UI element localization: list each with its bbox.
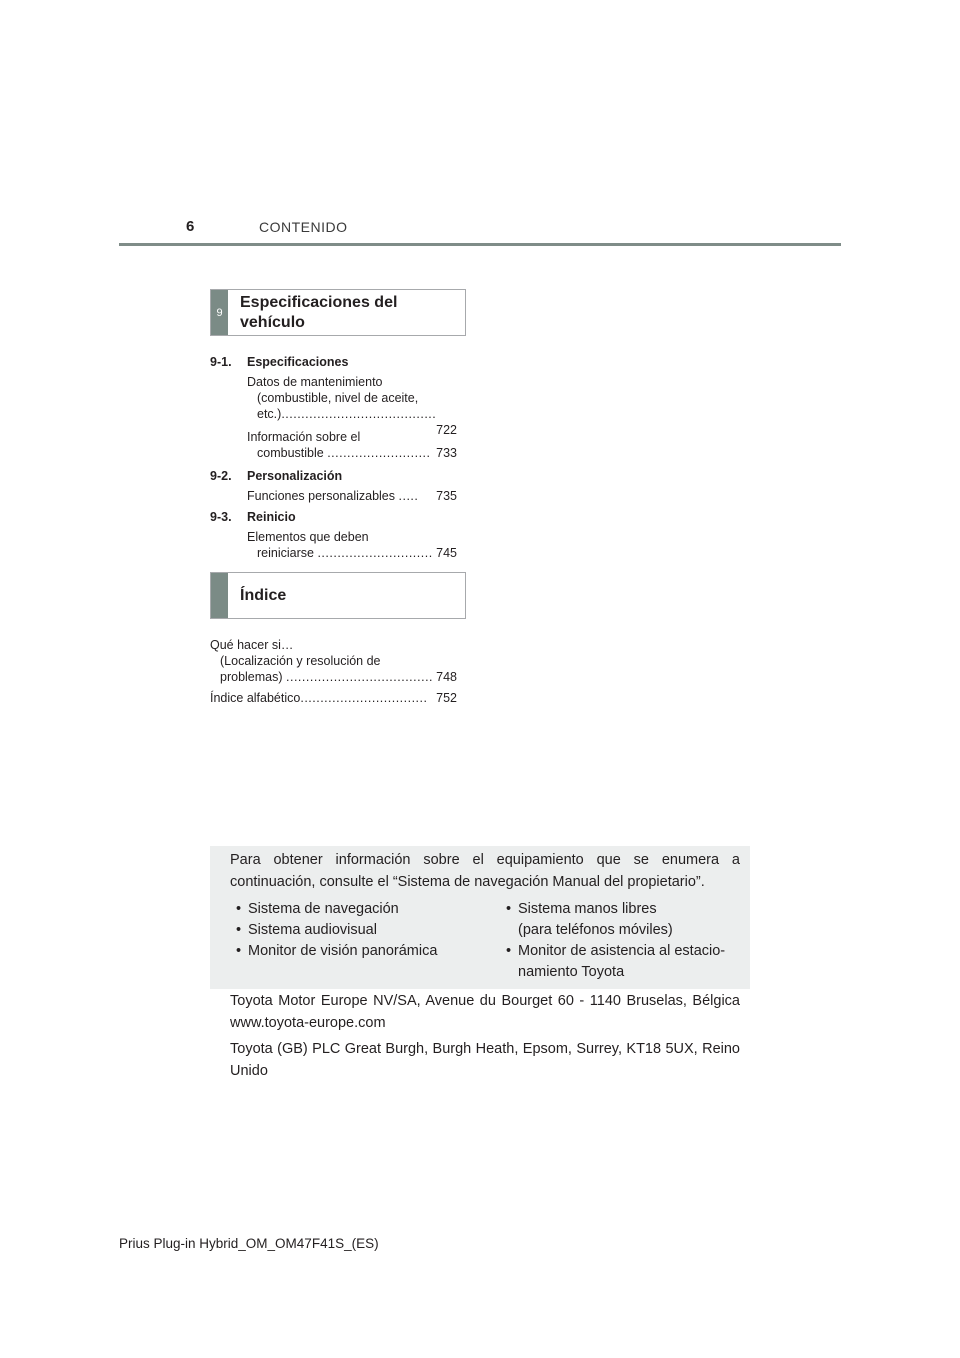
toc-item-indice-alfabetico[interactable]: Índice alfabético................................ 752 xyxy=(210,691,457,705)
list-item: • Sistema manos libres xyxy=(506,901,657,917)
page-number: 6 xyxy=(186,218,195,235)
section-9-tab: 9 xyxy=(211,290,228,335)
chapter-title: CONTENIDO xyxy=(259,219,348,235)
list-item: • Sistema de navegación xyxy=(236,901,399,917)
toc-group-9-2: 9-2. Personalización xyxy=(210,469,343,483)
toc-item-funciones-personalizables[interactable]: Funciones personalizables ..... 735 xyxy=(247,489,457,503)
toc-group-9-1: 9-1. Especificaciones xyxy=(210,355,349,369)
info-text: Para obtener información sobre el equipamiento que se enumera a continuación, consulte el “Sistema de navegación Manual del propietario”. xyxy=(230,852,740,890)
toc-item-que-hacer-si[interactable]: Qué hacer si… (Localización y resolución de problemas) ..................................... 748 xyxy=(210,638,457,684)
section-index-header xyxy=(210,572,466,619)
toc-item-elementos-reiniciarse[interactable]: Elementos que deben reiniciarse ............................. 745 xyxy=(247,530,457,560)
footer-doc-id: Prius Plug-in Hybrid_OM_OM47F41S_(ES) xyxy=(119,1236,379,1251)
section-9-title: Especificaciones del vehículo xyxy=(240,293,398,331)
section-index-title: Índice xyxy=(240,586,287,604)
list-item: • Monitor de visión panorámica xyxy=(236,943,438,959)
info-list-left xyxy=(230,899,490,962)
info-list-right: • Sistema manos libres (para teléfonos móviles) • Monitor de asistencia al estacio- namiento Toyota xyxy=(500,899,745,983)
header-rule xyxy=(119,243,841,246)
toc-item-info-combustible[interactable]: Información sobre el combustible .......................... 733 xyxy=(247,430,457,460)
list-item: • Monitor de asistencia al estacio- xyxy=(506,943,726,959)
section-9-header xyxy=(210,289,466,336)
section-index-tab xyxy=(211,573,228,618)
toc-item-datos-mantenimiento[interactable]: Datos de mantenimiento (combustible, nivel de aceite, etc.)....................................... 722 xyxy=(247,375,457,437)
address-toyota-europe: Toyota Motor Europe NV/SA, Avenue du Bourget 60 - 1140 Bruselas, Bélgica www.toyota-europe.com xyxy=(230,993,740,1031)
address-toyota-gb: Toyota (GB) PLC Great Burgh, Burgh Heath, Epsom, Surrey, KT18 5UX, Reino Unido xyxy=(230,1041,740,1079)
toc-group-9-3: 9-3. Reinicio xyxy=(210,510,296,524)
list-item: • Sistema audiovisual xyxy=(236,922,377,938)
